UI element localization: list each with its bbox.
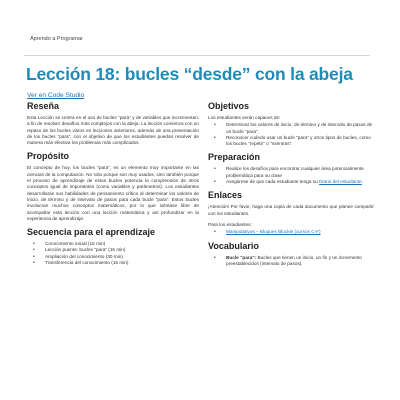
enlaces-warning: ¡Atención! Por favor, haga una copia de cada documento que planee compartir con los estudiantes. [208, 204, 374, 216]
proposito-section [27, 151, 199, 222]
list-item: • Realice los desafíos para encontrar cualquier área potencialmente problemática para su clase [218, 166, 374, 179]
vocabulario-list [208, 255, 374, 268]
preparacion-section [208, 152, 374, 185]
list-item [218, 255, 374, 268]
list-item: • Lección puente: bucles "para" (15 min) [37, 247, 199, 253]
student-journal-link[interactable]: Diario del estudiante [319, 179, 362, 185]
enlaces-list [208, 229, 374, 235]
preparacion-list [208, 166, 374, 185]
resena-section [27, 101, 199, 146]
preparacion-item2-text: Asegúrese de que cada estudiante tenga su [226, 179, 320, 185]
objetivos-list [208, 122, 374, 147]
preparacion-heading: Preparación [208, 152, 261, 163]
list-item: • Reconocer cuándo usar un bucle "para" y otros tipos de bucles, como los bucles "repetir" o "mientras". [218, 135, 374, 148]
enlaces-heading: Enlaces [208, 190, 243, 201]
proposito-text: El concepto de hoy, los bucles "para", es un elemento muy importante en las ciencias de la computación. No sólo porque son muy usados, sino también porque el proceso de aprendizaje de estos bucles potencia la comprensión de otros conceptos igual de importantes (como variables y parámetros). Los estudiantes desarrollarán sus habilidades de pensamiento crítico al determinar los valores de inicio, de término y de intervalo de pasos para cada bucle "para". Estos bucles involucran muchos conceptos matemáticos, por lo que siéntase libre de acompañar esta lección con una lección matemática y así profundizar en la experiencia de aprendizaje. [27, 165, 199, 221]
list-item: • Conocimiento inicial (15 min) [37, 241, 199, 247]
vocabulario-section [208, 241, 374, 268]
resena-heading: Reseña [27, 101, 60, 111]
list-item [218, 179, 374, 185]
course-header: Aprendo a Programar [30, 36, 83, 42]
vocab-term: Bucle “para”: [226, 254, 257, 260]
header-divider [24, 55, 370, 56]
secuencia-heading: Secuencia para el aprendizaje [27, 227, 156, 238]
list-item [218, 229, 374, 235]
list-item: • Ampliación del conocimiento (30 min) [37, 254, 199, 260]
resena-text: Esta Lección se centra en el uso de bucles "para" y de variables que incrementan, a fin de resolver desafíos más complejos con la abeja. La lección comienza con un repaso de los bucles vistos en lecciones anteriores, además de una presentación de los bucles "para", con el objetivo de que los estudiantes puedan resolver de manera más efectiva los problemas más complicados. [27, 115, 199, 146]
list-item: • Transferencia del conocimiento (15 min) [37, 260, 199, 266]
enlaces-section [208, 190, 374, 235]
secuencia-list [27, 241, 199, 266]
right-column [208, 101, 374, 272]
objetivos-heading: Objetivos [208, 101, 250, 111]
left-column [27, 101, 199, 271]
enlaces-for-students: Para los estudiantes: [208, 221, 252, 227]
code-studio-link[interactable]: Ver en Code Studio [27, 92, 85, 99]
lesson-title: Lección 18: bucles “desde” con la abeja [26, 64, 353, 84]
vocabulario-heading: Vocabulario [208, 240, 259, 251]
list-item: • Determinar los valores de inicio, de término y de intervalo de pasos de un bucle "para". [218, 122, 374, 135]
secuencia-section [27, 227, 199, 266]
proposito-heading: Propósito [27, 151, 69, 162]
objetivos-intro: Los estudiantes serán capaces de: [208, 115, 281, 120]
preparacion-item2-end: . [361, 179, 364, 185]
manipulatives-link[interactable]: Manipulativos – Bloques Blockle (cursos C-F) [226, 229, 321, 235]
objetivos-section [208, 101, 374, 147]
vocab-definition: Bucles que tienen un inicio, un fin y un incremento preestablecidos (intervalo de pasos). [226, 254, 363, 266]
